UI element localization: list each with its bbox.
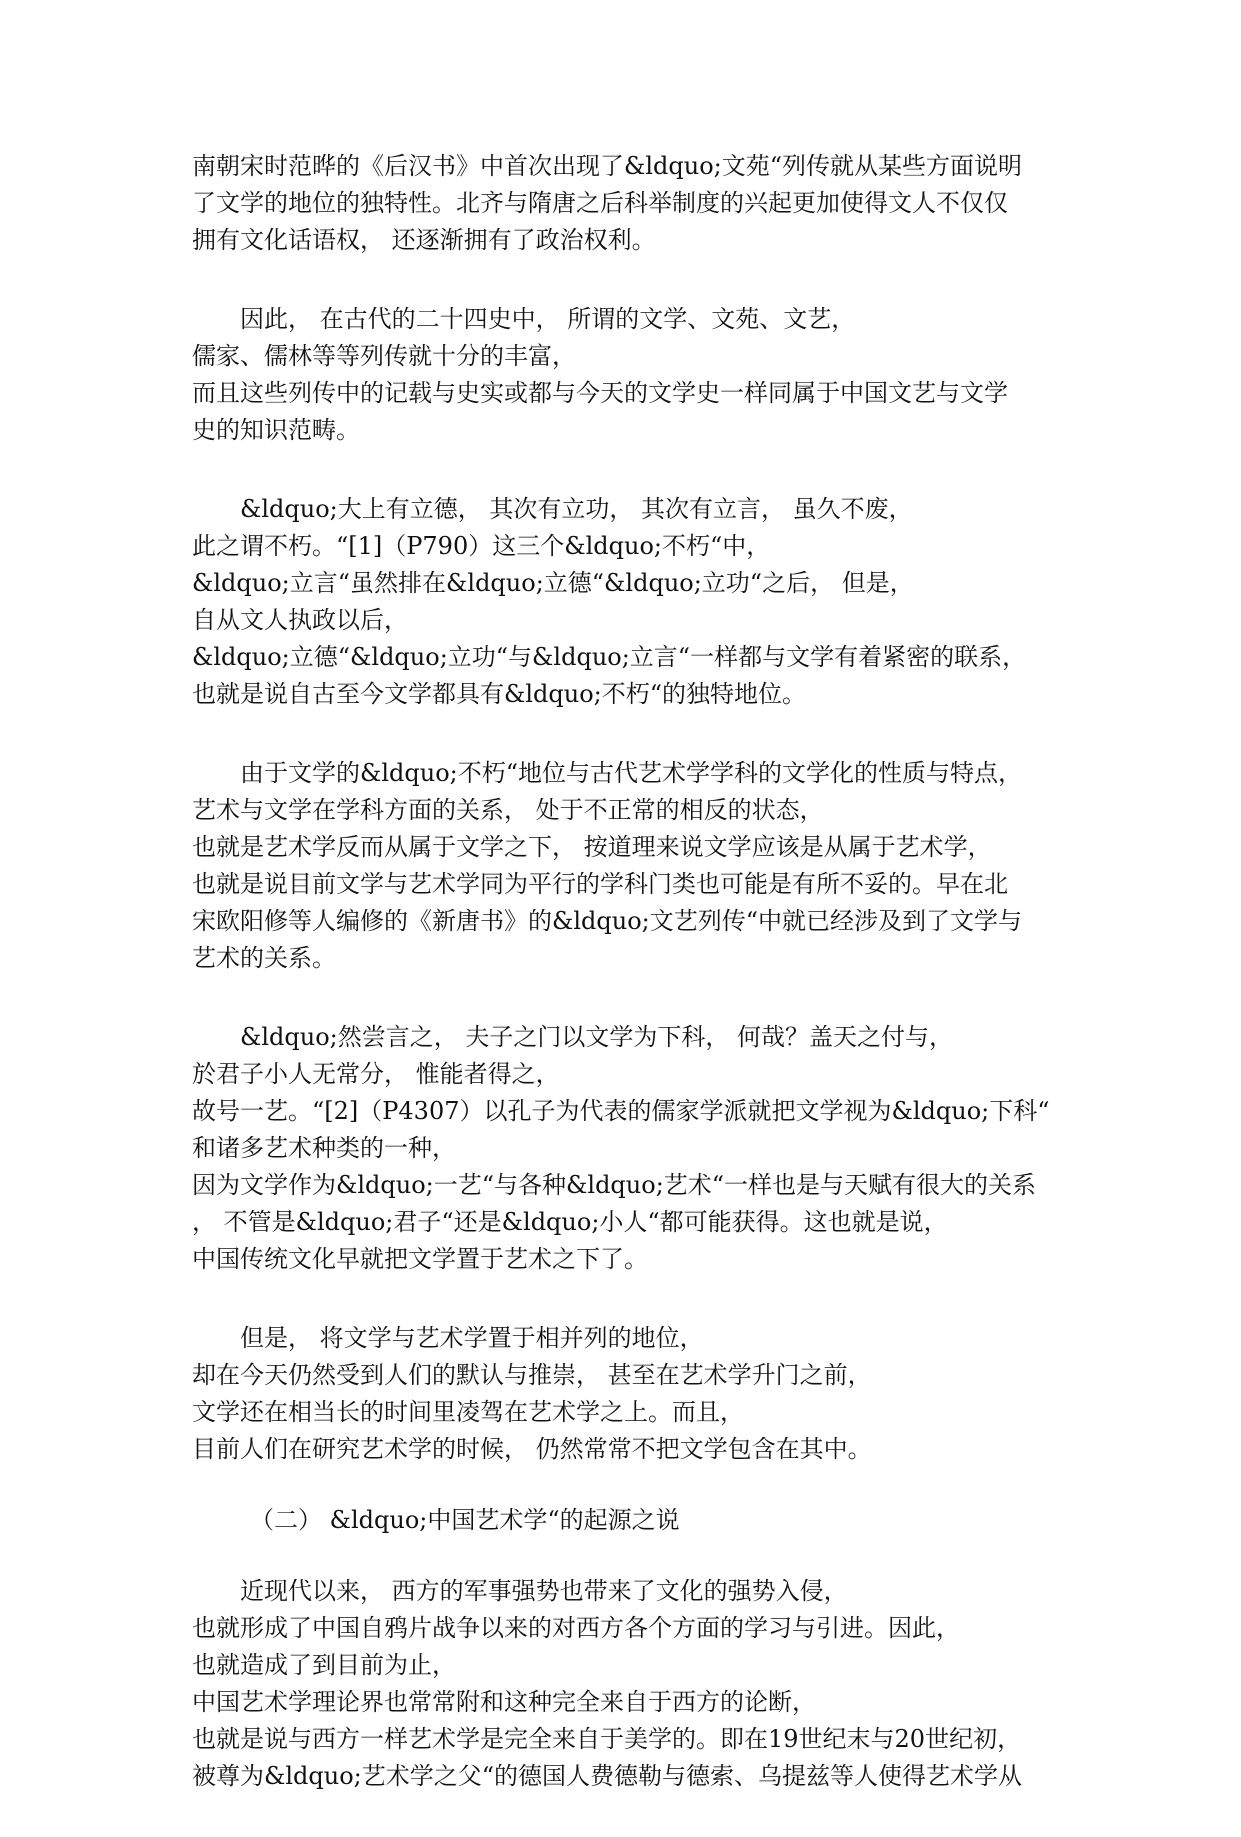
text-line: 自从文人执政以后，	[192, 606, 408, 634]
text-line: 目前人们在研究艺术学的时候， 仍然常常不把文学包含在其中。	[192, 1435, 872, 1463]
text-line: &ldquo;立德“&ldquo;立功“与&ldquo;立言“一样都与文学有着紧密的联系，	[192, 643, 1027, 671]
paragraph-6	[192, 1320, 1052, 1468]
text-line: 但是， 将文学与艺术学置于相并列的地位，	[240, 1324, 704, 1352]
text-line: 此之谓不朽。“[1]（P790）这三个&ldquo;不朽“中，	[192, 532, 771, 560]
paragraph-4	[192, 755, 1052, 977]
text-line: 艺术与文学在学科方面的关系， 处于不正常的相反的状态，	[192, 796, 824, 824]
paragraph-5	[192, 1019, 1052, 1278]
text-line: 文学还在相当长的时间里凌驾在艺术学之上。而且，	[192, 1398, 744, 1426]
text-line: 了文学的地位的独特性。北齐与隋唐之后科举制度的兴起更加使得文人不仅仅	[192, 189, 1008, 217]
text-line: 因为文学作为&ldquo;一艺“与各种&ldquo;艺术“一样也是与天赋有很大的关系	[192, 1171, 1037, 1199]
text-line: 中国艺术学理论界也常常附和这种完全来自于西方的论断，	[192, 1688, 816, 1716]
text-line: 也就造成了到目前为止，	[192, 1651, 456, 1679]
document-page	[192, 148, 1052, 1837]
text-line: 由于文学的&ldquo;不朽“地位与古代艺术学学科的文学化的性质与特点，	[240, 759, 1023, 787]
text-line: ， 不管是&ldquo;君子“还是&ldquo;小人“都可能获得。这也就是说，	[192, 1208, 948, 1236]
text-line: 却在今天仍然受到人们的默认与推崇， 甚至在艺术学升门之前，	[192, 1361, 872, 1389]
text-line: 南朝宋时范晔的《后汉书》中首次出现了&ldquo;文苑“列传就从某些方面说明	[192, 152, 1023, 180]
text-line: 於君子小人无常分， 惟能者得之，	[192, 1060, 560, 1088]
paragraph-3	[192, 491, 1052, 713]
text-line: 也就形成了中国自鸦片战争以来的对西方各个方面的学习与引进。因此，	[192, 1614, 960, 1642]
text-line: 近现代以来， 西方的军事强势也带来了文化的强势入侵，	[240, 1577, 848, 1605]
text-line: &ldquo;然尝言之， 夫子之门以文学为下科， 何哉？盖天之付与，	[240, 1023, 954, 1051]
text-line: 艺术的关系。	[192, 944, 336, 972]
text-line: 也就是说自古至今文学都具有&ldquo;不朽“的独特地位。	[192, 680, 807, 708]
text-line: 也就是说目前文学与艺术学同为平行的学科门类也可能是有所不妥的。早在北	[192, 870, 1008, 898]
text-line: 因此， 在古代的二十四史中， 所谓的文学、文苑、文艺，	[240, 305, 856, 333]
section-heading	[192, 1502, 1052, 1539]
paragraph-7	[192, 1573, 1052, 1795]
paragraph-2	[192, 301, 1052, 449]
text-line: 也就是艺术学反而从属于文学之下， 按道理来说文学应该是从属于艺术学，	[192, 833, 992, 861]
text-line: 而且这些列传中的记载与史实或都与今天的文学史一样同属于中国文艺与文学	[192, 379, 1008, 407]
text-line: 和诸多艺术种类的一种，	[192, 1134, 456, 1162]
text-line: 宋欧阳修等人编修的《新唐书》的&ldquo;文艺列传“中就已经涉及到了文学与	[192, 907, 1023, 935]
text-line: 儒家、儒林等等列传就十分的丰富，	[192, 342, 576, 370]
text-line: 被尊为&ldquo;艺术学之父“的德国人费德勒与德索、乌提兹等人使得艺术学从	[192, 1762, 1023, 1790]
text-line: 也就是说与西方一样艺术学是完全来自于美学的。即在19世纪末与20世纪初，	[192, 1725, 1022, 1753]
text-line: 拥有文化话语权， 还逐渐拥有了政治权利。	[192, 226, 656, 254]
text-line: &ldquo;立言“虽然排在&ldquo;立德“&ldquo;立功“之后， 但是，	[192, 569, 914, 597]
text-line: 中国传统文化早就把文学置于艺术之下了。	[192, 1245, 648, 1273]
text-line: 故号一艺。“[2]（P4307）以孔子为代表的儒家学派就把文学视为&ldquo;下科“	[192, 1097, 1050, 1125]
text-line: &ldquo;大上有立德， 其次有立功， 其次有立言， 虽久不废，	[240, 495, 913, 523]
text-line: 史的知识范畴。	[192, 416, 360, 444]
paragraph-1	[192, 148, 1052, 259]
section-heading-text: （二） &ldquo;中国艺术学“的起源之说	[250, 1506, 680, 1534]
